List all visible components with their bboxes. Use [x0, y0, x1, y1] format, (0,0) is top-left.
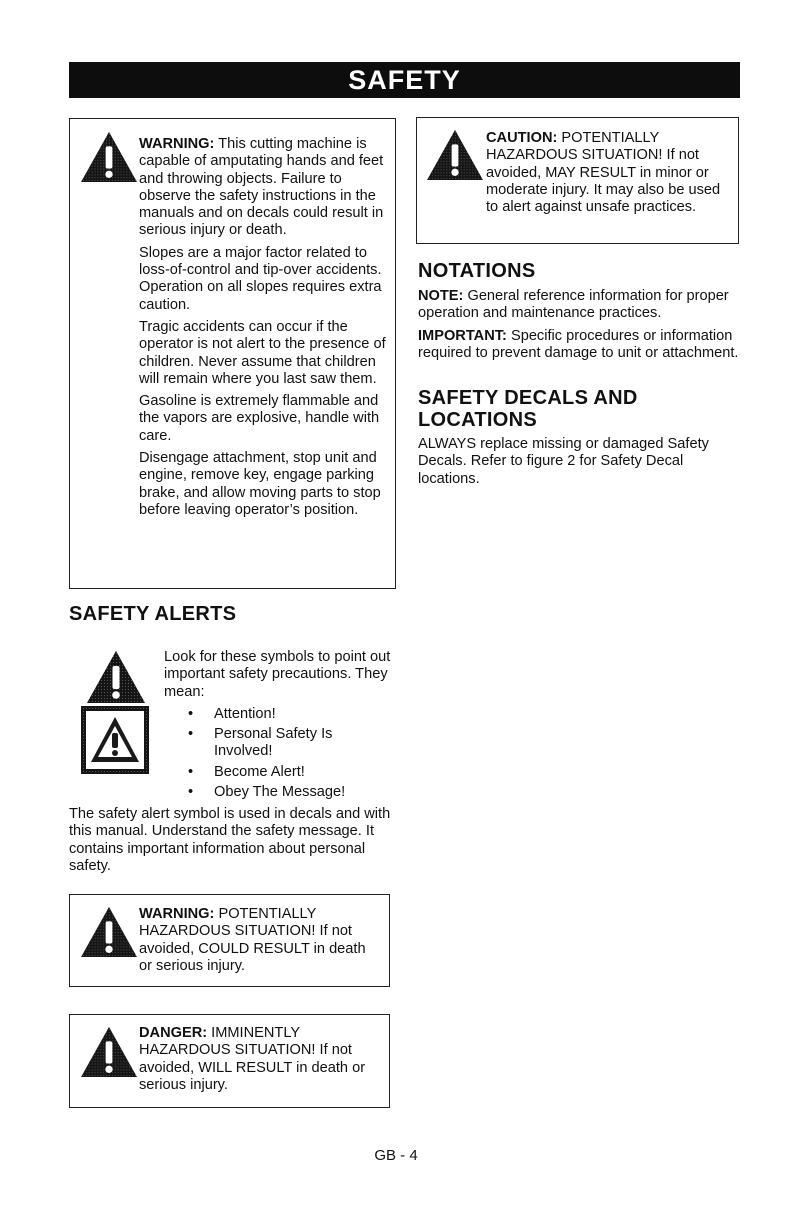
warning-triangle-icon: [80, 131, 138, 183]
danger-text: IMMINENTLY HAZARDOUS SITUATION! If not avoided, WILL RESULT in death or serious injury.: [139, 1025, 366, 1093]
warning-box-text: [139, 136, 387, 519]
decals-heading-line1: SAFETY DECALS AND: [418, 387, 638, 409]
notations-heading: NOTATIONS: [418, 260, 536, 282]
decals-text: ALWAYS replace missing or damaged Safety Decals. Refer to figure 2 for Safety Decal locations.: [418, 436, 709, 487]
alerts-intro: [164, 649, 392, 804]
important-text: Specific procedures or information required to prevent damage to unit or attachment.: [418, 327, 739, 361]
note-label: NOTE:: [418, 288, 464, 304]
warning-triangle-icon: [80, 906, 138, 958]
page-number: GB - 4: [374, 1147, 418, 1164]
section-title-banner: SAFETY: [69, 62, 740, 98]
safety-alerts-heading: SAFETY ALERTS: [69, 603, 237, 625]
gasoline-paragraph: Gasoline is extremely flammable and the vapors are explosive, handle with care.: [139, 393, 380, 444]
danger-triangle-icon: [80, 1026, 138, 1078]
important-label: IMPORTANT:: [418, 327, 507, 344]
caution-label: CAUTION:: [486, 130, 558, 146]
danger-label: DANGER:: [139, 1025, 208, 1041]
caution-triangle-icon: [426, 129, 484, 181]
list-item: • Become Alert!: [164, 764, 392, 781]
caution-box-text: [486, 130, 732, 216]
danger-box-text: [139, 1025, 379, 1094]
warning-label: WARNING:: [139, 136, 215, 152]
note-text: General reference information for proper operation and maintenance practices.: [418, 288, 729, 322]
alerts-bullet-list: [164, 706, 392, 801]
decals-heading-line2: LOCATIONS: [418, 409, 537, 431]
alerts-intro-text: Look for these symbols to point out important safety precautions. They mean:: [164, 649, 391, 700]
warning-2-label: WARNING:: [139, 906, 215, 922]
children-paragraph: Tragic accidents can occur if the operator is not alert to the presence of children. Never assume that children will remain where you last saw them.: [139, 318, 386, 387]
warning-2-text: POTENTIALLY HAZARDOUS SITUATION! If not avoided, COULD RESULT in death or serious injury.: [139, 906, 366, 974]
warning-text: This cutting machine is capable of amputating hands and feet and throwing objects. Failure to observe the safety instructions in the manuals and on decals could result in serious injury or death.: [139, 136, 384, 239]
notations-body: [418, 288, 748, 367]
warning-box-2-text: [139, 906, 379, 975]
list-item: • Personal Safety Is Involved!: [164, 726, 354, 761]
list-item: • Obey The Message!: [164, 784, 392, 801]
list-item: • Attention!: [164, 706, 392, 723]
disengage-paragraph: Disengage attachment, stop unit and engine, remove key, engage parking brake, and allow moving parts to stop before leaving operator’s position.: [139, 450, 381, 518]
boxed-alert-symbol-icon: [80, 705, 150, 775]
decals-heading: [418, 387, 638, 431]
alerts-body: The safety alert symbol is used in decals and with this manual. Understand the safety message. It contains important information about personal safety.: [69, 806, 391, 874]
alert-triangle-icon: [86, 650, 146, 704]
slopes-paragraph: Slopes are a major factor related to loss-of-control and tip-over accidents. Operation on all slopes requires extra caution.: [139, 244, 382, 313]
caution-text: POTENTIALLY HAZARDOUS SITUATION! If not avoided, MAY RESULT in minor or moderate injury. It may also be used to alert against unsafe practices.: [486, 130, 721, 216]
